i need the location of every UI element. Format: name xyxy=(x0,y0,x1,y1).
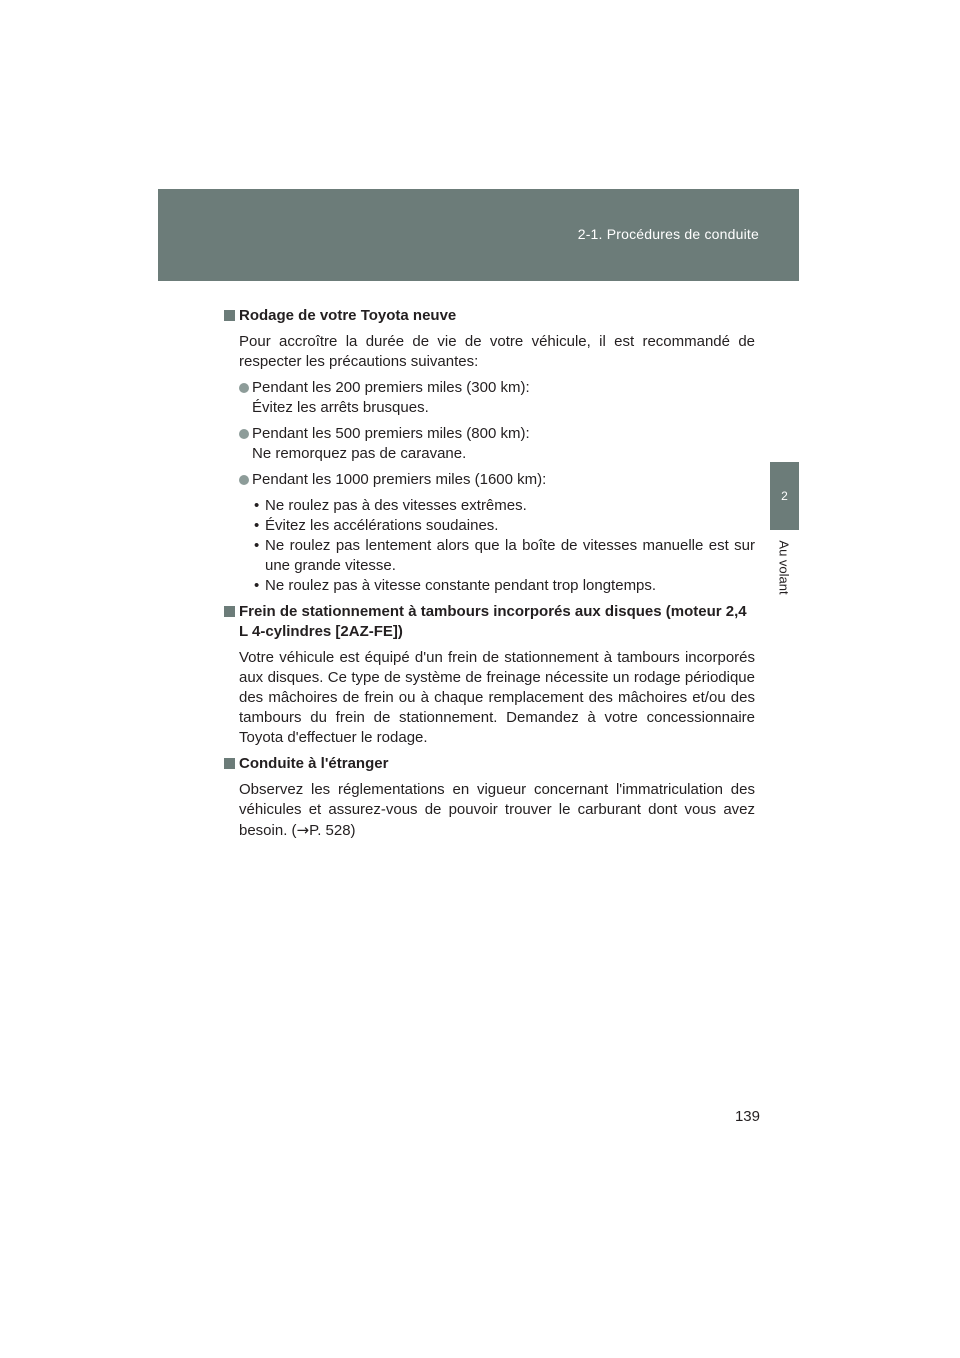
list-item: Pendant les 500 premiers miles (800 km): Ne remorquez pas de caravane. xyxy=(224,424,755,464)
section-heading-abroad: Conduite à l'étranger xyxy=(224,754,755,774)
abroad-body: Observez les réglementations en vigueur concernant l'immatriculation des véhicules et assurez-vous de pouvoir trouver le carburant dont vous avez besoin. (→P. 528) xyxy=(239,781,755,839)
circle-bullet-icon xyxy=(239,429,249,439)
arrow-right-icon: → xyxy=(296,821,310,839)
page-reference[interactable]: P. 528) xyxy=(309,822,356,839)
dot-marker-icon: • xyxy=(254,517,260,534)
chapter-label: Au volant xyxy=(777,539,793,595)
page-content xyxy=(224,306,755,847)
square-bullet-icon xyxy=(224,758,235,769)
chapter-tab xyxy=(770,462,799,530)
list-item: Pendant les 1000 premiers miles (1600 km): xyxy=(224,470,755,490)
section-title: 2-1. Procédures de conduite xyxy=(577,226,759,242)
break-in-intro: Pour accroître la durée de vie de votre véhicule, il est recommandé de respecter les précautions suivantes: xyxy=(239,333,755,370)
sub-list xyxy=(224,496,755,596)
section-heading-parking-brake: Frein de stationnement à tambours incorporés aux disques (moteur 2,4 L 4-cylindres [2AZ-FE]) xyxy=(224,602,755,642)
square-bullet-icon xyxy=(224,606,235,617)
dot-marker-icon: • xyxy=(254,497,260,514)
chapter-number: 2 xyxy=(781,489,788,503)
circle-bullet-icon xyxy=(239,475,249,485)
circle-bullet-icon xyxy=(239,383,249,393)
parking-brake-body: Votre véhicule est équipé d'un frein de stationnement à tambours incorporés aux disques. Ce type de système de freinage nécessite un rodage périodique des mâchoires de frein ou à chaque remplacement des mâchoires et/ou des tambours du frein de stationnement. Demandez à votre concessionnaire Toyota d'effectuer le rodage. xyxy=(239,649,755,746)
page-number: 139 xyxy=(734,1108,760,1125)
sub-list-item: • Ne roulez pas à des vitesses extrêmes. xyxy=(254,497,527,514)
dot-marker-icon: • xyxy=(254,577,260,594)
chapter-side-label xyxy=(770,530,799,604)
header-band xyxy=(158,189,799,281)
sub-list-item: • Ne roulez pas lentement alors que la boîte de vitesses manuelle est sur une grande vitesse. xyxy=(254,537,755,574)
list-item: Pendant les 200 premiers miles (300 km): Évitez les arrêts brusques. xyxy=(224,378,755,418)
sub-list-item: • Évitez les accélérations soudaines. xyxy=(254,517,499,534)
section-heading-break-in: Rodage de votre Toyota neuve xyxy=(224,306,755,326)
square-bullet-icon xyxy=(224,310,235,321)
sub-list-item: • Ne roulez pas à vitesse constante pendant trop longtemps. xyxy=(254,577,657,594)
dot-marker-icon: • xyxy=(254,537,260,554)
